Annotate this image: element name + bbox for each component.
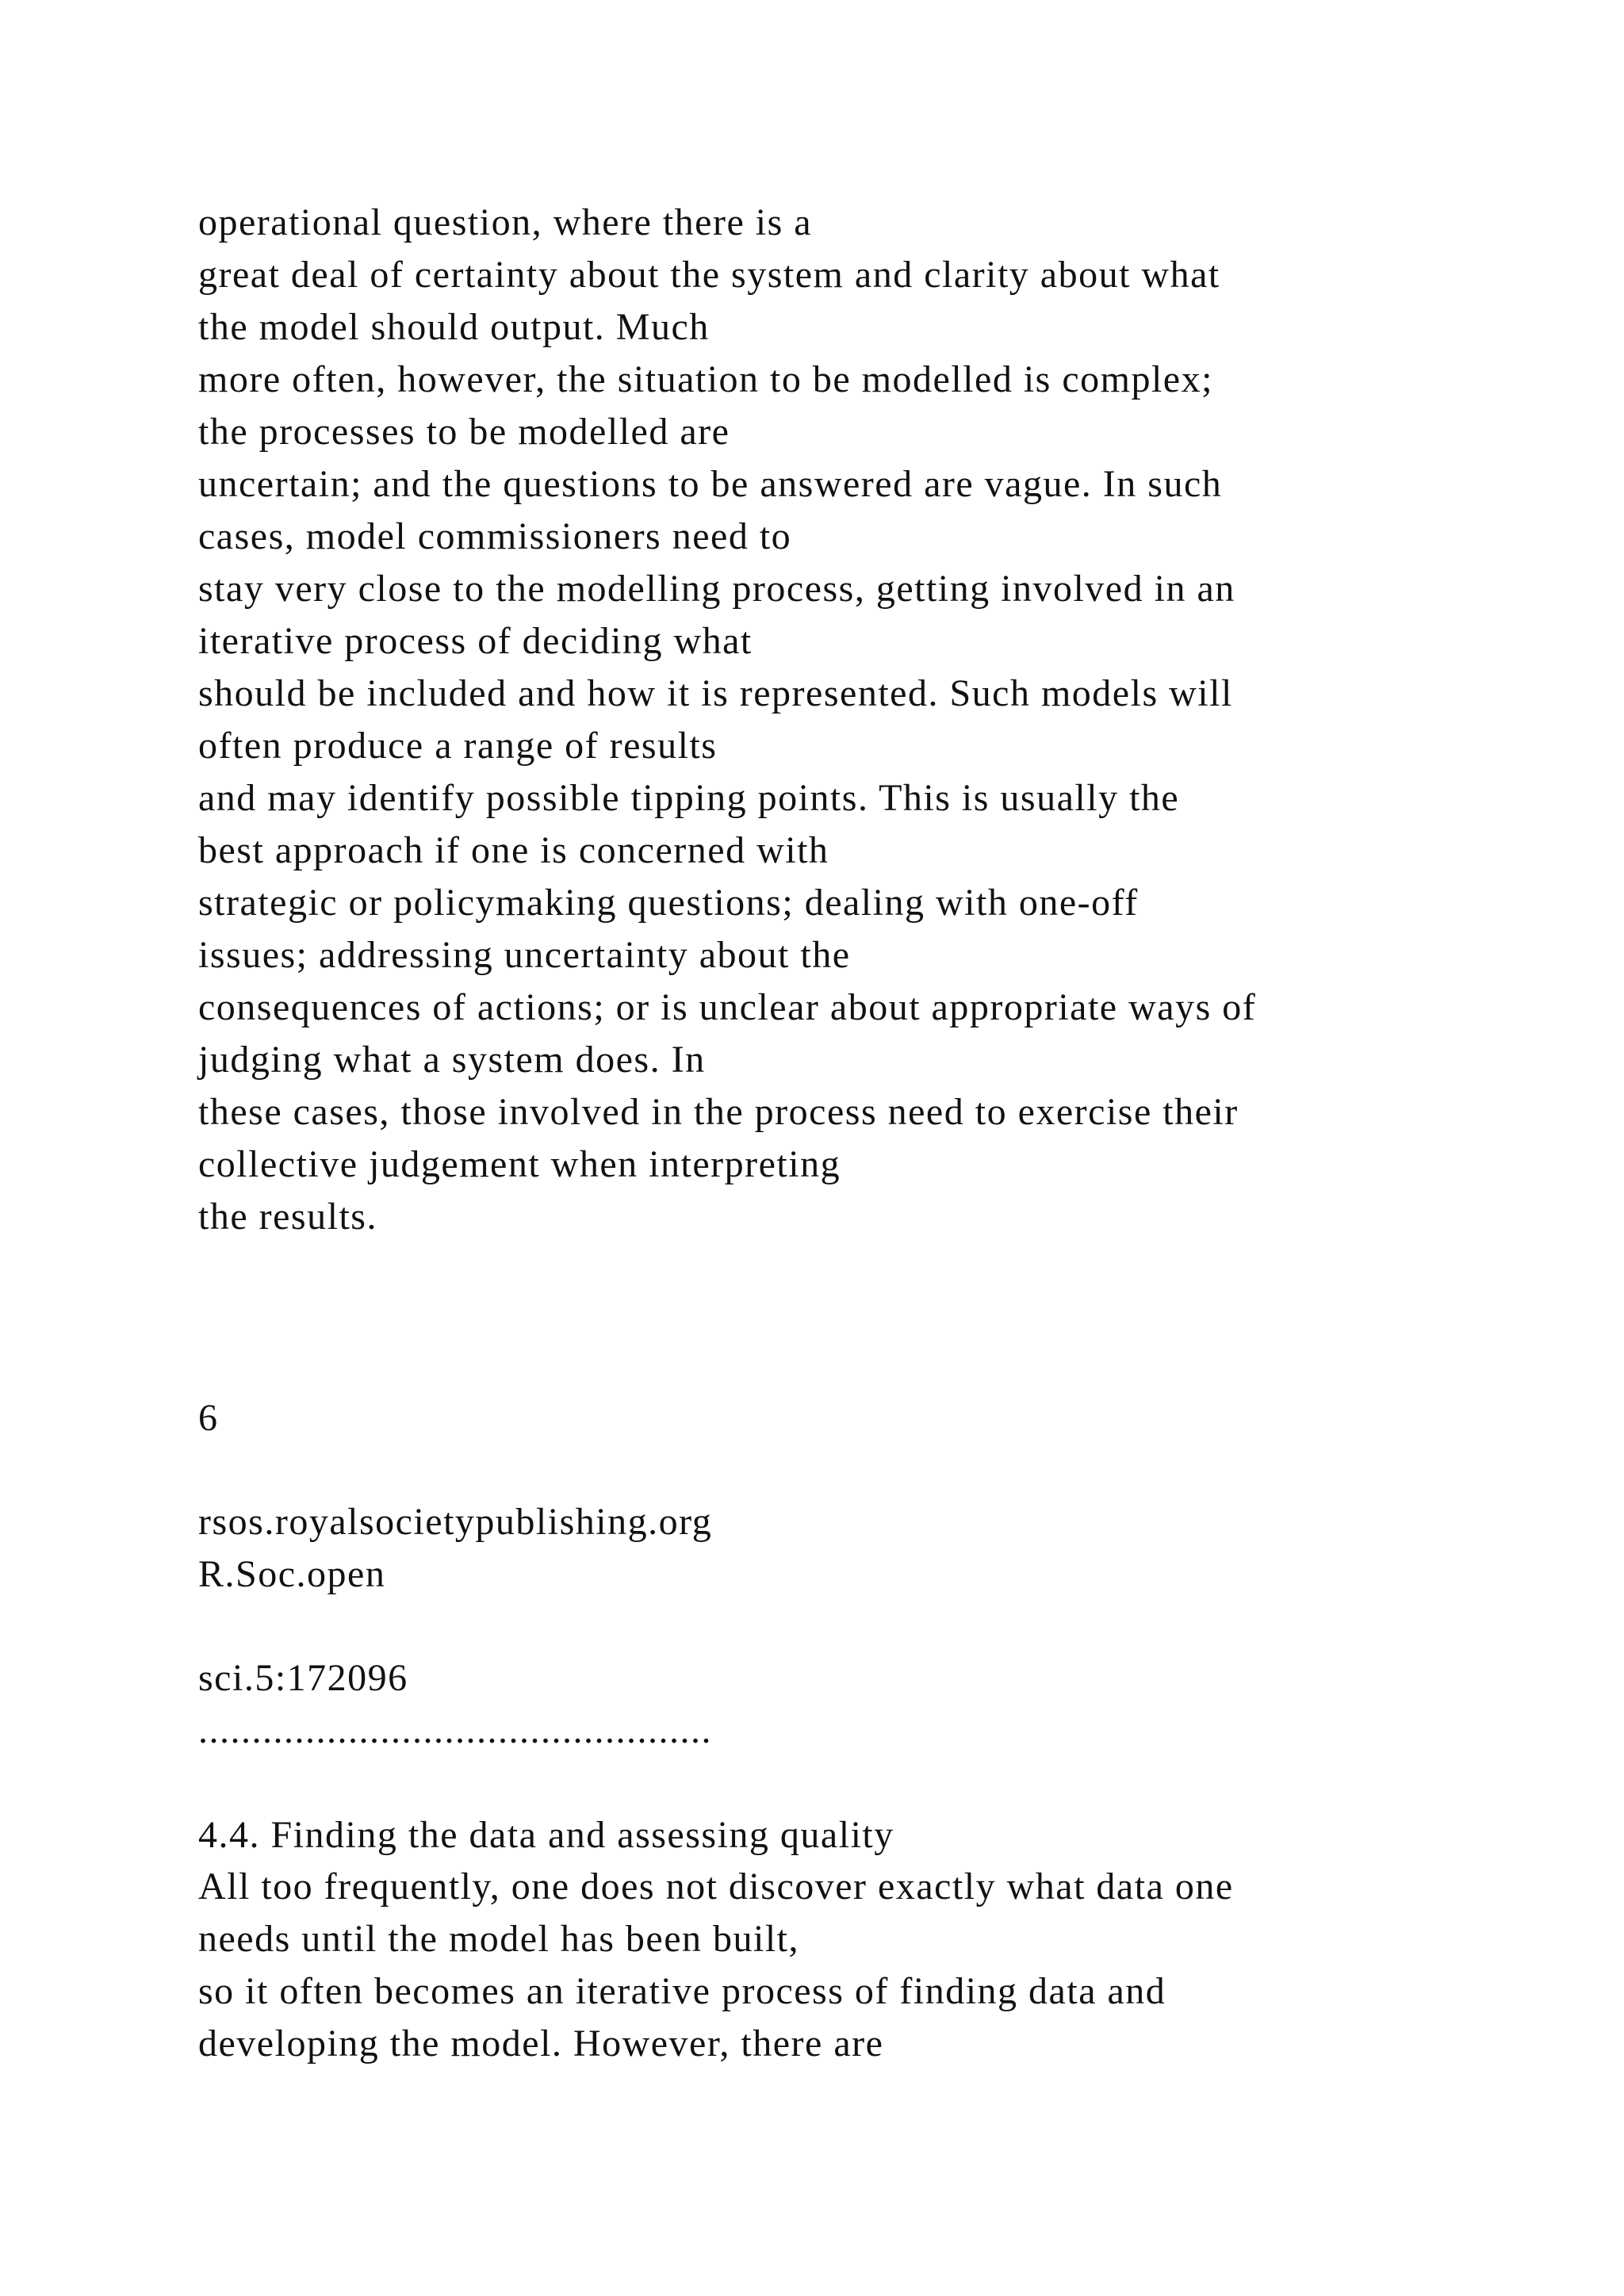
text-line: more often, however, the situation to be modelled is complex; — [198, 358, 1213, 400]
text-line: often produce a range of results — [198, 725, 718, 767]
text-line: strategic or policymaking questions; dealing with one-off — [198, 882, 1139, 924]
text-line: uncertain; and the questions to be answered are vague. In such — [198, 463, 1223, 505]
text-line: stay very close to the modelling process, getting involved in an — [198, 568, 1235, 610]
journal-name: R.Soc.open — [198, 1553, 386, 1595]
journal-site: rsos.royalsocietypublishing.org — [198, 1501, 713, 1543]
text-line: needs until the model has been built, — [198, 1918, 800, 1960]
text-line: iterative process of deciding what — [198, 620, 753, 662]
text-line: developing the model. However, there are — [198, 2022, 884, 2064]
text-line: and may identify possible tipping points. This is usually the — [198, 777, 1180, 819]
text-line: best approach if one is concerned with — [198, 829, 829, 871]
text-line: great deal of certainty about the system and clarity about what — [198, 254, 1220, 296]
text-line: cases, model commissioners need to — [198, 515, 792, 557]
text-line: consequences of actions; or is unclear about appropriate ways of — [198, 986, 1257, 1028]
text-line: All too frequently, one does not discover exactly what data one — [198, 1866, 1234, 1908]
journal-citation-block — [198, 1652, 1610, 1757]
text-line: the processes to be modelled are — [198, 411, 730, 453]
text-line: so it often becomes an iterative process of finding data and — [198, 1970, 1166, 2012]
journal-citation: sci.5:172096 — [198, 1657, 408, 1699]
page-number-text: 6 — [198, 1397, 219, 1439]
text-line: the model should output. Much — [198, 306, 710, 348]
text-line: should be included and how it is represented. Such models will — [198, 672, 1233, 714]
section-heading-text: 4.4. Finding the data and assessing quality — [198, 1814, 894, 1856]
text-line: judging what a system does. In — [198, 1039, 706, 1081]
text-line: collective judgement when interpreting — [198, 1143, 841, 1185]
page-number — [198, 1392, 1610, 1445]
section-heading — [198, 1809, 1610, 1862]
text-line: operational question, where there is a — [198, 201, 813, 243]
body-paragraph — [198, 197, 1610, 1243]
text-line: these cases, those involved in the process need to exercise their — [198, 1091, 1239, 1133]
text-line: the results. — [198, 1196, 377, 1238]
text-line: issues; addressing uncertainty about the — [198, 934, 851, 976]
journal-footer — [198, 1496, 1610, 1601]
body-paragraph — [198, 1861, 1610, 2070]
dotted-rule: ................................................ — [198, 1709, 712, 1751]
